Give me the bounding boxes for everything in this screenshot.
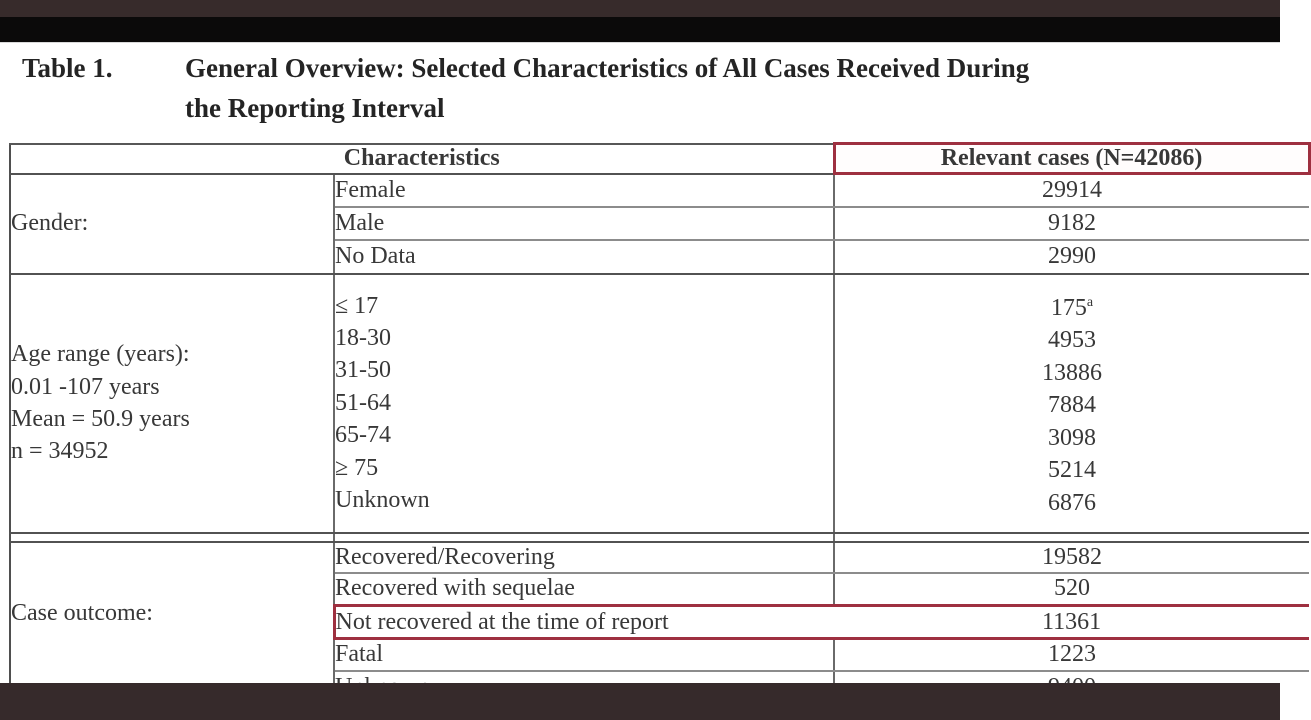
row-value: 4953	[1048, 327, 1097, 354]
row-value: 520	[1054, 575, 1091, 602]
gap-cell	[834, 533, 1309, 542]
gap-cell	[334, 533, 834, 542]
table-row	[10, 542, 1309, 573]
characteristics-header-cell: Characteristics	[10, 144, 834, 174]
row-value: 3098	[1048, 424, 1097, 451]
row-label: Male	[334, 207, 834, 240]
gap-cell	[10, 533, 334, 542]
row-value: 19582	[834, 542, 1309, 573]
row-value: 29914	[834, 174, 1309, 207]
letterbox-top-brown-bar	[0, 0, 1280, 17]
age-mean-line: Mean = 50.9 years	[11, 406, 190, 432]
relevant-cases-header-cell: Relevant cases (N=42086)	[834, 144, 1309, 174]
table-header-row	[10, 144, 1309, 174]
row-value: 11361	[834, 606, 1309, 639]
row-label: 65-74	[335, 422, 391, 449]
gender-section-label: Gender:	[10, 174, 334, 274]
age-section-row	[10, 274, 1309, 533]
row-label: 31-50	[335, 357, 391, 384]
table-row	[10, 174, 1309, 207]
table-number-label: Table 1.	[22, 53, 113, 83]
row-label: Fatal	[334, 639, 834, 671]
row-label: Unknown	[335, 487, 430, 514]
row-label: ≥ 75	[335, 454, 379, 481]
row-label: 51-64	[335, 389, 391, 416]
row-label: 18-30	[335, 324, 391, 351]
letterbox-bottom-bar	[0, 683, 1280, 720]
row-label: Not recovered at the time of report	[334, 606, 834, 639]
age-bracket-values	[834, 274, 1309, 533]
row-label: No Data	[334, 240, 834, 274]
row-label: Recovered/Recovering	[334, 542, 834, 573]
letterbox-top-black-bar	[0, 17, 1280, 43]
table-title-line2: the Reporting Interval	[185, 93, 445, 123]
characteristics-table	[9, 142, 1311, 685]
age-bracket-labels	[334, 274, 834, 533]
outcome-section-label: Case outcome:	[10, 542, 334, 685]
row-value: 2990	[834, 240, 1309, 274]
age-section-label	[10, 274, 334, 533]
age-n-line: n = 34952	[11, 438, 109, 465]
row-value: 13886	[1042, 359, 1103, 386]
row-label: Recovered with sequelae	[334, 573, 834, 606]
row-value: 9182	[834, 207, 1309, 240]
row-value: 1223	[834, 639, 1309, 671]
table-title-text	[185, 48, 1275, 128]
row-value: 7884	[1048, 392, 1097, 419]
footnote-marker: a	[1086, 295, 1094, 311]
table-title-line1: General Overview: Selected Characteristics of All Cases Received During	[185, 53, 1030, 83]
row-value: 5214	[1048, 457, 1097, 484]
age-name-line: Age range (years):	[11, 341, 190, 368]
section-gap-row	[10, 533, 1309, 542]
row-value: 175$^a$	[1050, 295, 1094, 322]
row-label: ≤ 17	[335, 292, 379, 319]
age-range-line: 0.01 -107 years	[11, 373, 160, 400]
row-value: 6876	[1048, 489, 1097, 516]
row-label: Female	[334, 174, 834, 207]
